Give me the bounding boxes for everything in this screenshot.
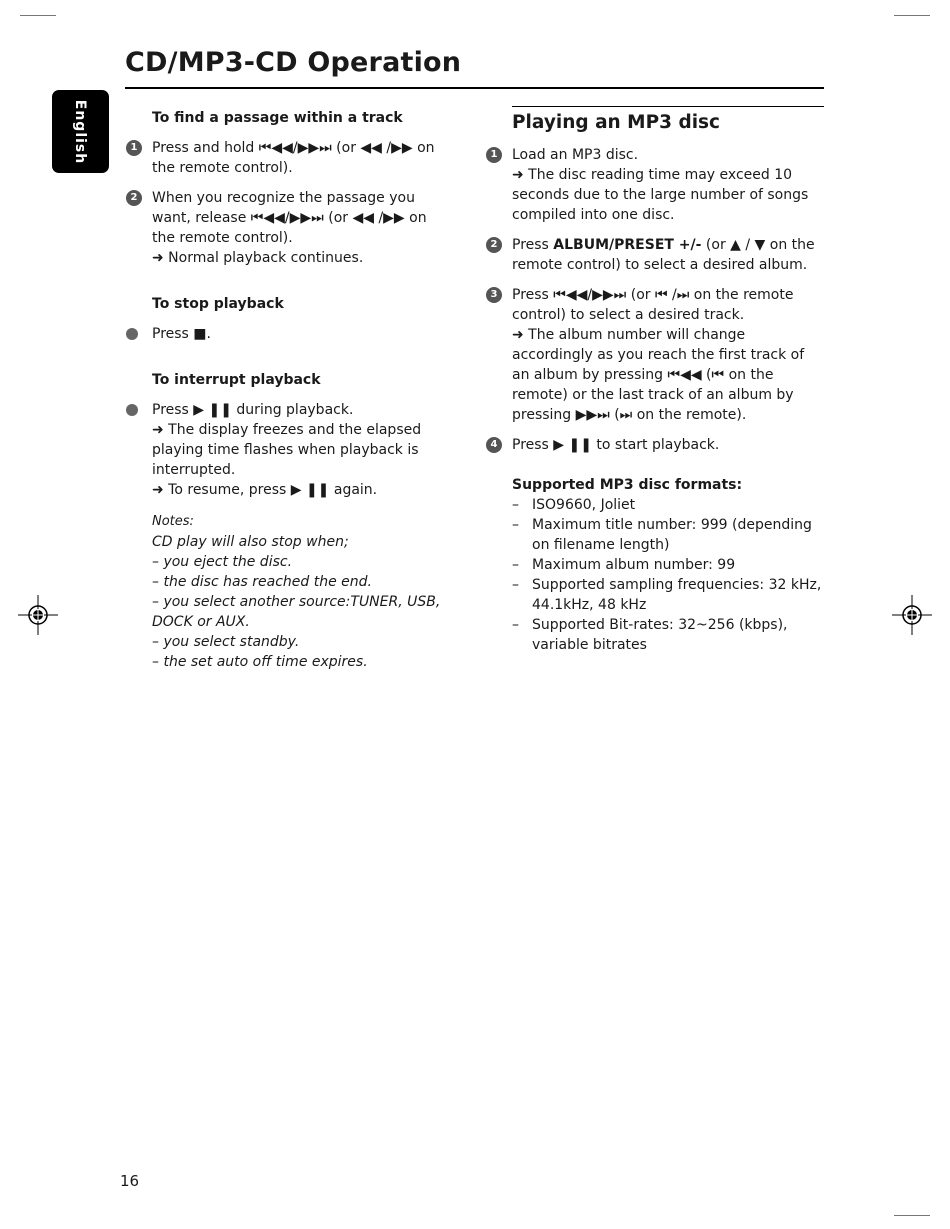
mp3-step-3	[490, 285, 824, 425]
mp3-step-2-pre: Press	[512, 237, 554, 253]
note-line: – the set auto off time expires.	[152, 654, 368, 670]
mp3-step-1	[490, 145, 824, 225]
stop-playback-heading: To stop playback	[152, 296, 284, 312]
mp3-step-4-text: Press ▶ ❚❚ to start playback.	[512, 437, 720, 453]
mp3-step-2-post: (or ▲ / ▼ on the remote control) to select a desired album.	[512, 237, 815, 273]
crop-mark	[20, 15, 56, 16]
step-number-3-icon: 3	[486, 287, 502, 303]
crop-mark	[894, 1215, 930, 1216]
mp3-step-3-text: Press ⏮◀◀/▶▶⏭ (or ⏮ /⏭ on the remote control) to select a desired track.	[512, 287, 794, 323]
stop-step	[152, 324, 452, 344]
format-item: – Supported sampling frequencies: 32 kHz, 44.1kHz, 48 kHz	[512, 577, 822, 613]
interrupt-playback-heading: To interrupt playback	[152, 372, 321, 388]
step-number-1-icon: 1	[126, 140, 142, 156]
language-tab-label: English	[72, 99, 89, 164]
mp3-step-4	[490, 435, 824, 455]
page-number: 16	[120, 1172, 140, 1190]
mp3-step-2	[490, 235, 824, 275]
find-step-1-text: Press and hold ⏮◀◀/▶▶⏭ (or ◀◀ /▶▶ on the remote control).	[152, 140, 435, 176]
registration-mark-icon	[892, 595, 932, 635]
album-preset-button-label: ALBUM/PRESET +/-	[553, 237, 702, 253]
step-number-1-icon: 1	[486, 147, 502, 163]
find-step-2	[130, 188, 452, 268]
find-step-2-text: When you recognize the passage you want, release ⏮◀◀/▶▶⏭ (or ◀◀ /▶▶ on the remote control).	[152, 190, 427, 246]
language-tab	[52, 90, 109, 173]
format-item: – Supported Bit-rates: 32~256 (kbps), variable bitrates	[512, 617, 788, 653]
step-number-2-icon: 2	[486, 237, 502, 253]
mp3-section-heading: Playing an MP3 disc	[512, 112, 721, 133]
note-line: – you select standby.	[152, 634, 300, 650]
step-number-2-icon: 2	[126, 190, 142, 206]
mp3-step-1-result: ➜ The disc reading time may exceed 10 seconds due to the large number of songs compiled into one disc.	[512, 167, 809, 223]
page-title: CD/MP3-CD Operation	[125, 47, 462, 78]
format-item: – Maximum album number: 99	[512, 557, 736, 573]
mp3-step-1-text: Load an MP3 disc.	[512, 147, 639, 163]
step-number-4-icon: 4	[486, 437, 502, 453]
interrupt-step-text: Press ▶ ❚❚ during playback.	[152, 402, 354, 418]
bullet-icon	[126, 404, 138, 416]
interrupt-step	[152, 400, 452, 500]
section-divider	[512, 106, 824, 107]
mp3-step-3-result: ➜ The album number will change accordingly as you reach the first track of an album by pressing ⏮◀◀ (⏮ on the remote) or the last track of an album by pressing ▶▶⏭ (⏭ on the remote).	[512, 327, 805, 423]
format-item: – ISO9660, Joliet	[512, 497, 636, 513]
note-line: – you eject the disc.	[152, 554, 293, 570]
find-step-1	[130, 138, 452, 178]
stop-step-text: Press ■.	[152, 326, 211, 342]
left-column	[130, 108, 452, 672]
find-step-2-result: ➜ Normal playback continues.	[152, 250, 364, 266]
title-divider	[125, 87, 824, 89]
format-item: – Maximum title number: 999 (depending on filename length)	[512, 517, 812, 553]
interrupt-result-1: ➜ The display freezes and the elapsed playing time flashes when playback is interrupted.	[152, 422, 422, 478]
crop-mark	[894, 15, 930, 16]
find-passage-heading: To find a passage within a track	[152, 110, 403, 126]
bullet-icon	[126, 328, 138, 340]
note-line: – you select another source:TUNER, USB, DOCK or AUX.	[152, 594, 441, 630]
notes-heading: Notes:	[152, 514, 194, 529]
formats-heading: Supported MP3 disc formats:	[512, 477, 743, 493]
note-line: CD play will also stop when;	[152, 534, 349, 550]
interrupt-result-2: ➜ To resume, press ▶ ❚❚ again.	[152, 482, 378, 498]
registration-mark-icon	[18, 595, 58, 635]
right-column	[490, 106, 824, 655]
note-line: – the disc has reached the end.	[152, 574, 373, 590]
